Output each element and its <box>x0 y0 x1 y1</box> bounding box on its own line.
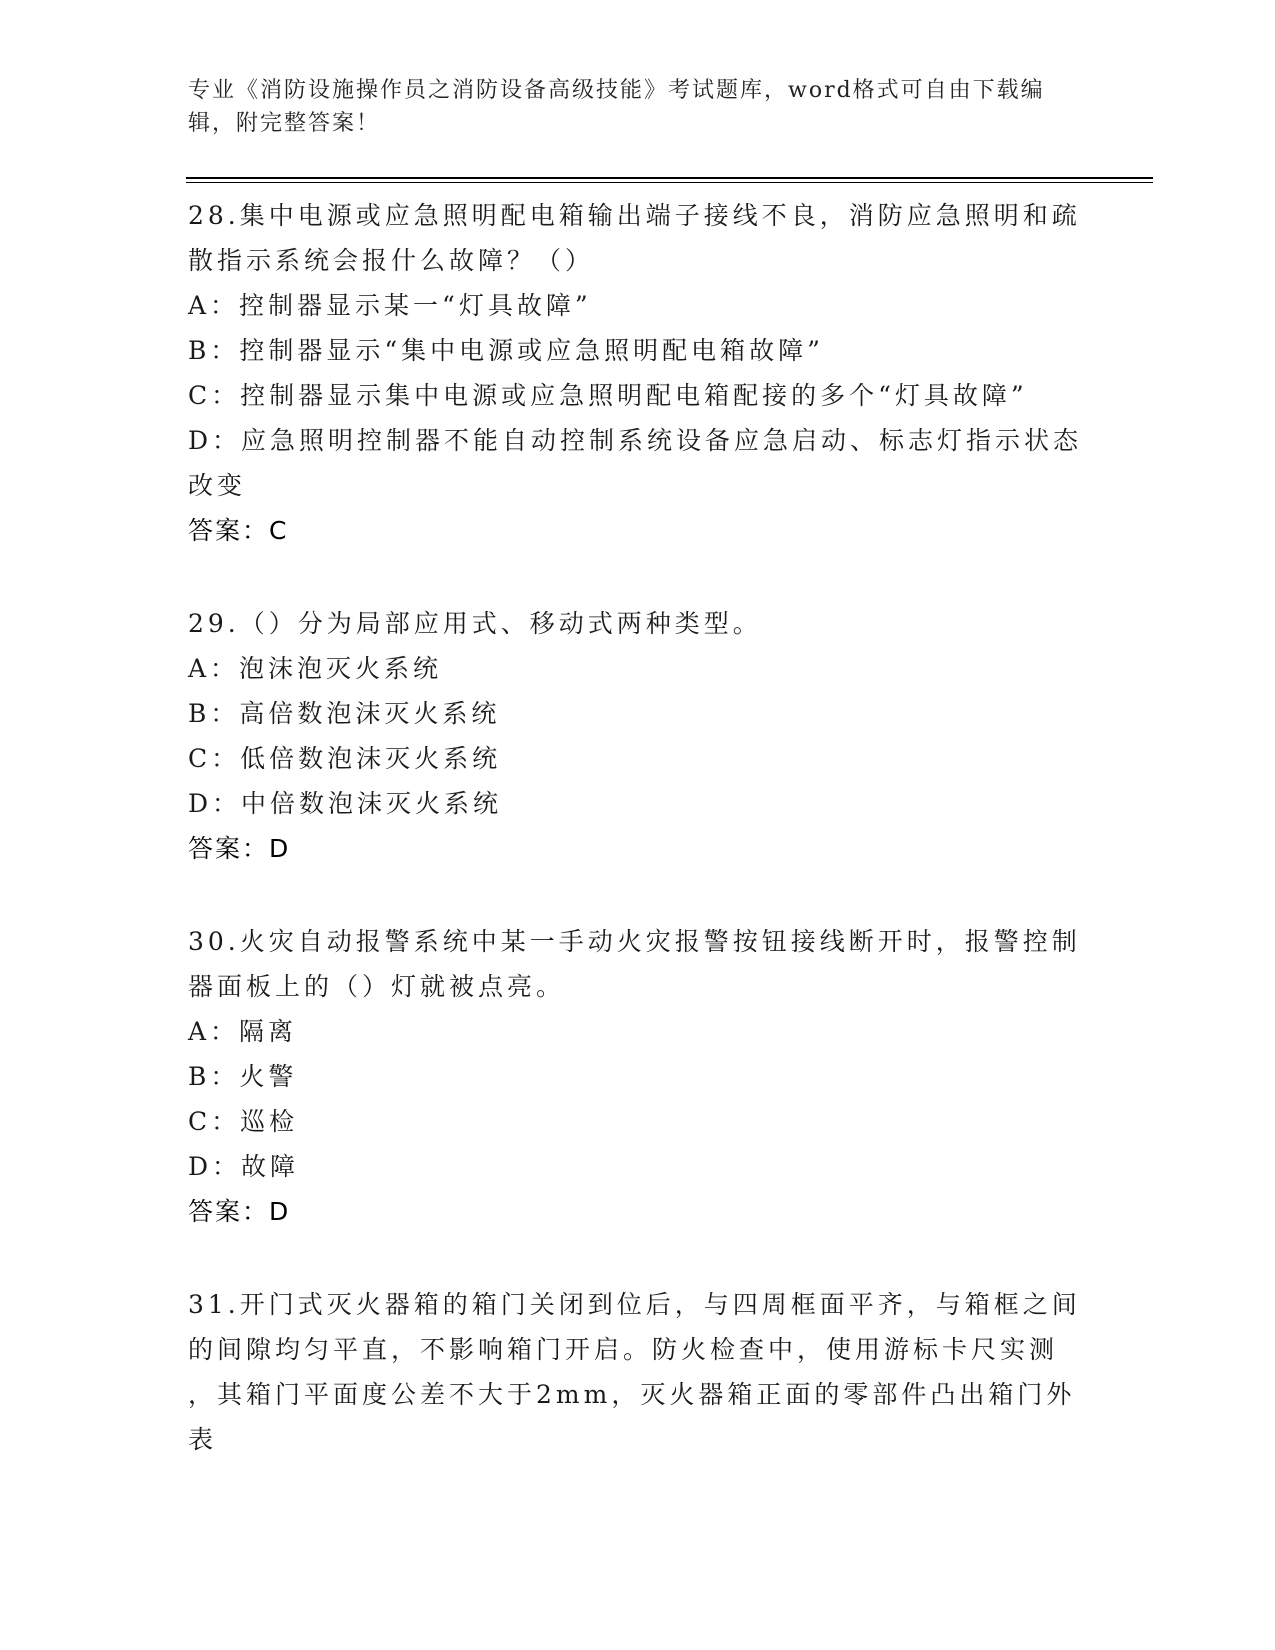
question-stem-line: ，其箱门平面度公差不大于2mm，灭火器箱正面的零部件凸出箱门外表 <box>188 1380 1076 1454</box>
question-29 <box>188 601 1088 871</box>
option-d: D：中倍数泡沫灭火系统 <box>188 789 503 818</box>
question-30 <box>188 919 1088 1234</box>
option-a: A：泡沫泡灭火系统 <box>188 654 443 683</box>
question-31 <box>188 1282 1088 1462</box>
answer-label: 答案：C <box>188 516 289 545</box>
header-line-1: 专业《消防设施操作员之消防设备高级技能》考试题库，word格式可自由下载编 <box>188 78 1045 103</box>
option-d: D：故障 <box>188 1152 300 1181</box>
option-a: A：控制器显示某一“灯具故障” <box>188 291 592 320</box>
header-divider-thin <box>186 182 1153 183</box>
option-a: A：隔离 <box>188 1017 298 1046</box>
question-stem-line: 29.（）分为局部应用式、移动式两种类型。 <box>188 609 762 638</box>
option-c: C：巡检 <box>188 1107 299 1136</box>
question-list <box>188 193 1088 1462</box>
question-stem-line: 的间隙均匀平直，不影响箱门开启。防火检查中，使用游标卡尺实测 <box>188 1335 1059 1364</box>
option-c: C：低倍数泡沫灭火系统 <box>188 744 502 773</box>
question-stem-line: 30.火灾自动报警系统中某一手动火灾报警按钮接线断开时，报警控制 <box>188 927 1081 956</box>
option-d-continued: 改变 <box>188 471 247 500</box>
question-gap <box>188 553 1088 601</box>
header-divider-thick <box>186 177 1153 179</box>
question-stem-line: 28.集中电源或应急照明配电箱输出端子接线不良，消防应急照明和疏 <box>188 201 1081 230</box>
document-header <box>188 74 1088 140</box>
question-gap <box>188 871 1088 919</box>
answer-label: 答案：D <box>188 1197 291 1226</box>
option-d: D：应急照明控制器不能自动控制系统设备应急启动、标志灯指示状态 <box>188 426 1083 455</box>
question-stem-line: 31.开门式灭火器箱的箱门关闭到位后，与四周框面平齐，与箱框之间 <box>188 1290 1081 1319</box>
option-b: B：控制器显示“集中电源或应急照明配电箱故障” <box>188 336 824 365</box>
question-28 <box>188 193 1088 553</box>
question-stem-line: 散指示系统会报什么故障？（） <box>188 246 595 275</box>
answer-label: 答案：D <box>188 834 291 863</box>
question-gap <box>188 1234 1088 1282</box>
option-c: C：控制器显示集中电源或应急照明配电箱配接的多个“灯具故障” <box>188 381 1028 410</box>
question-stem-line: 器面板上的（）灯就被点亮。 <box>188 972 566 1001</box>
option-b: B：高倍数泡沫灭火系统 <box>188 699 501 728</box>
option-b: B：火警 <box>188 1062 298 1091</box>
header-line-2: 辑，附完整答案！ <box>188 111 381 136</box>
